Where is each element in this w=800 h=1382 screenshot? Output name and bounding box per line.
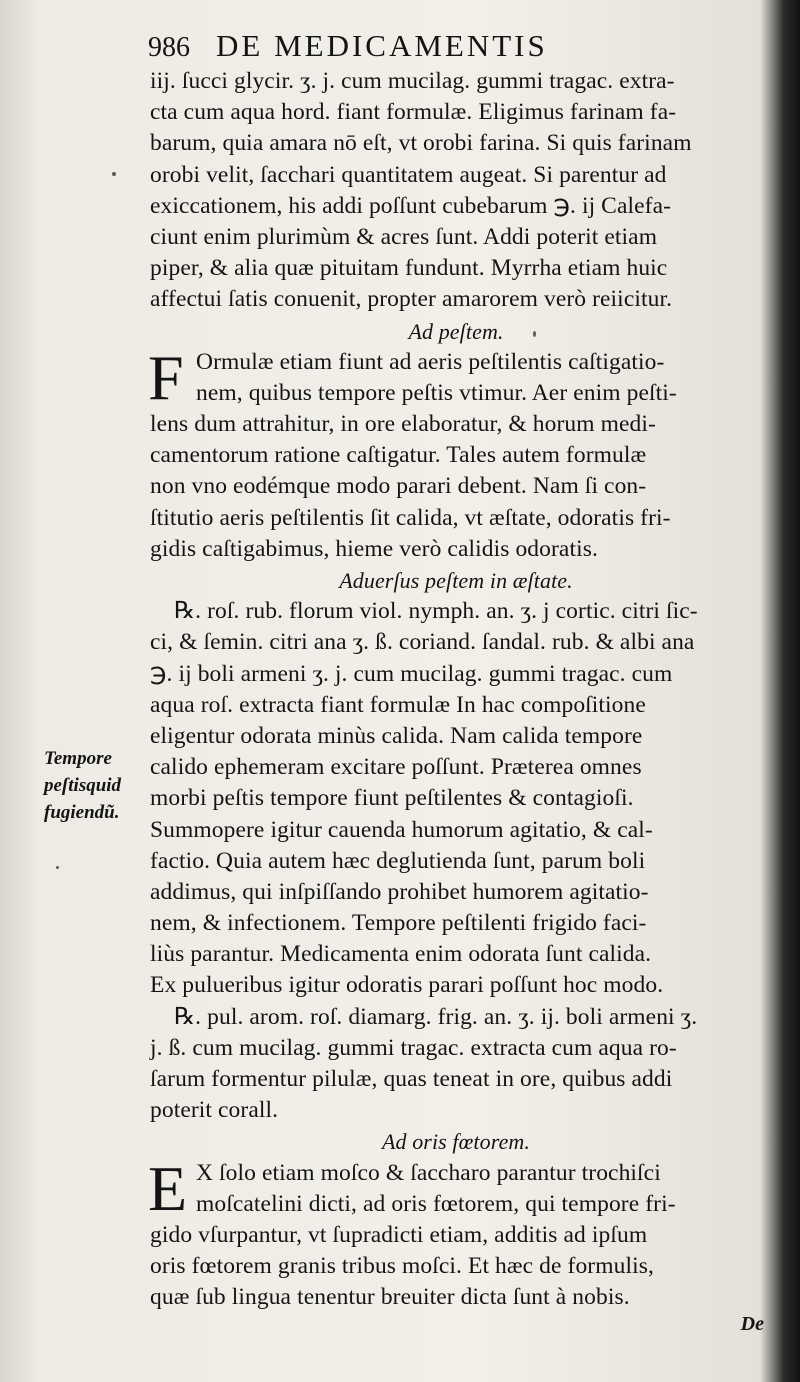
drop-cap: F — [148, 341, 184, 413]
margin-note-line: peſtisquid — [44, 775, 122, 796]
text-line: addimus, qui inſpiſſando prohibet humorem agitatio- — [150, 878, 649, 905]
text-line: j. ß. cum mucilag. gummi tragac. extracta cum aqua ro- — [150, 1034, 677, 1061]
text-line: barum, quia amara nō eſt, vt orobi farina. Si quis farinam — [150, 130, 692, 157]
text-line: calido ephemeram excitare poſſunt. Præterea omnes — [150, 754, 642, 781]
ink-spot — [112, 172, 116, 176]
text-line: gido vſurpantur, vt ſupradicti etiam, additis ad ipſum — [150, 1221, 648, 1248]
text-line: ℞. pul. arom. roſ. diamarg. frig. an. ʒ. ij. boli armeni ʒ. — [174, 1003, 698, 1030]
aestate-paragraph — [150, 596, 762, 1001]
text-line: quæ ſub lingua tenentur breuiter dicta ſunt à nobis. — [150, 1284, 630, 1311]
text-line: iij. ſucci glycir. ʒ. j. cum mucilag. gummi tragac. extra- — [150, 68, 675, 94]
section-heading-aestate: Aduerſus peſtem in æſtate. — [339, 568, 573, 593]
text-line: ciunt enim plurimùm & acres ſunt. Addi poterit etiam — [150, 223, 658, 250]
text-line: oris fœtorem granis tribus moſci. Et hæc de formulis, — [150, 1253, 654, 1280]
text-line: orobi velit, ſacchari quantitatem augeat. Si parentur ad — [150, 161, 667, 188]
text-line: eligentur odorata minùs calida. Nam calida tempore — [150, 722, 643, 749]
text-line: moſcatelini dicti, ad oris fœtorem, qui tempore fri- — [196, 1190, 676, 1217]
text-line: lens dum attrahitur, in ore elaboratur, & horum medi- — [150, 411, 656, 438]
text-line: gidis caſtigabimus, hieme verò calidis odoratis. — [150, 535, 598, 562]
text-line: poterit corall. — [150, 1097, 279, 1124]
text-line: ſarum formentur pilulæ, quas teneat in ore, quibus addi — [150, 1066, 673, 1092]
page-header — [148, 28, 720, 68]
text-line: liùs parantur. Medicamenta enim odorata ſunt calida. — [150, 941, 652, 968]
text-line: Summopere igitur cauenda humorum agitatio, & cal- — [150, 816, 653, 843]
ink-spot — [533, 331, 536, 337]
pestem-paragraph — [148, 341, 762, 565]
text-line: Ex pulueribus igitur odoratis parari poſſunt hoc modo. — [150, 972, 664, 999]
margin-note — [44, 745, 154, 826]
text-line: morbi peſtis tempore fiunt peſtilentes & contagioſi. — [150, 785, 634, 812]
text-line: affectui ſatis conuenit, propter amarorem verò reiicitur. — [150, 286, 673, 313]
text-line: non vno eodémque modo parari debent. Nam ſi con- — [150, 473, 647, 500]
text-line: ſtitutio aeris peſtilentis ſit calida, vt æſtate, odoratis fri- — [150, 504, 671, 531]
margin-note-line: Tempore — [44, 748, 112, 769]
foetor-paragraph — [148, 1152, 762, 1314]
running-title: DE MEDICAMENTIS — [216, 28, 548, 63]
text-line: nem, & infectionem. Tempore peſtilenti frigido faci- — [150, 910, 647, 937]
text-line: piper, & alia quæ pituitam fundunt. Myrrha etiam huic — [150, 255, 668, 282]
section-heading-oris-foetorem: Ad oris fœtorem. — [381, 1129, 531, 1155]
text-line: ℞. roſ. rub. florum viol. nymph. an. ʒ. j cortic. citri ſic- — [174, 598, 698, 625]
text-line: exiccationem, his addi poſſunt cubebarum ℈. ij Calefa- — [150, 192, 672, 219]
section-heading-ad-pestem: Ad peſtem. — [408, 318, 504, 344]
text-line: nem, quibus tempore peſtis vtimur. Aer enim peſti- — [196, 379, 677, 406]
ink-spot — [56, 866, 59, 869]
text-line: aqua roſ. extracta fiant formulæ In hac compoſitione — [150, 691, 646, 718]
text-line: ci, & ſemin. citri ana ʒ. ß. coriand. ſandal. rub. & albi ana — [150, 629, 695, 656]
text-line: cta cum aqua hord. fiant formulæ. Eligimus farinam fa- — [150, 99, 677, 126]
text-line: X ſolo etiam moſco & ſaccharo parantur trochiſci — [196, 1159, 661, 1186]
catchword: De — [740, 1313, 764, 1335]
page-number: 986 — [148, 32, 190, 63]
recipe-paragraph — [150, 1002, 762, 1127]
drop-cap: E — [148, 1152, 188, 1224]
main-text — [150, 66, 762, 1314]
text-line: Ormulæ etiam fiunt ad aeris peſtilentis caſtigatio- — [196, 348, 665, 375]
text-line: factio. Quia autem hæc deglutienda ſunt, parum boli — [150, 847, 646, 874]
text-line: ℈. ij boli armeni ʒ. j. cum mucilag. gummi tragac. cum — [150, 660, 673, 687]
margin-note-line: fugiendũ. — [44, 802, 120, 823]
intro-paragraph — [150, 66, 762, 316]
text-line: camentorum ratione caſtigatur. Tales autem formulæ — [150, 442, 647, 469]
